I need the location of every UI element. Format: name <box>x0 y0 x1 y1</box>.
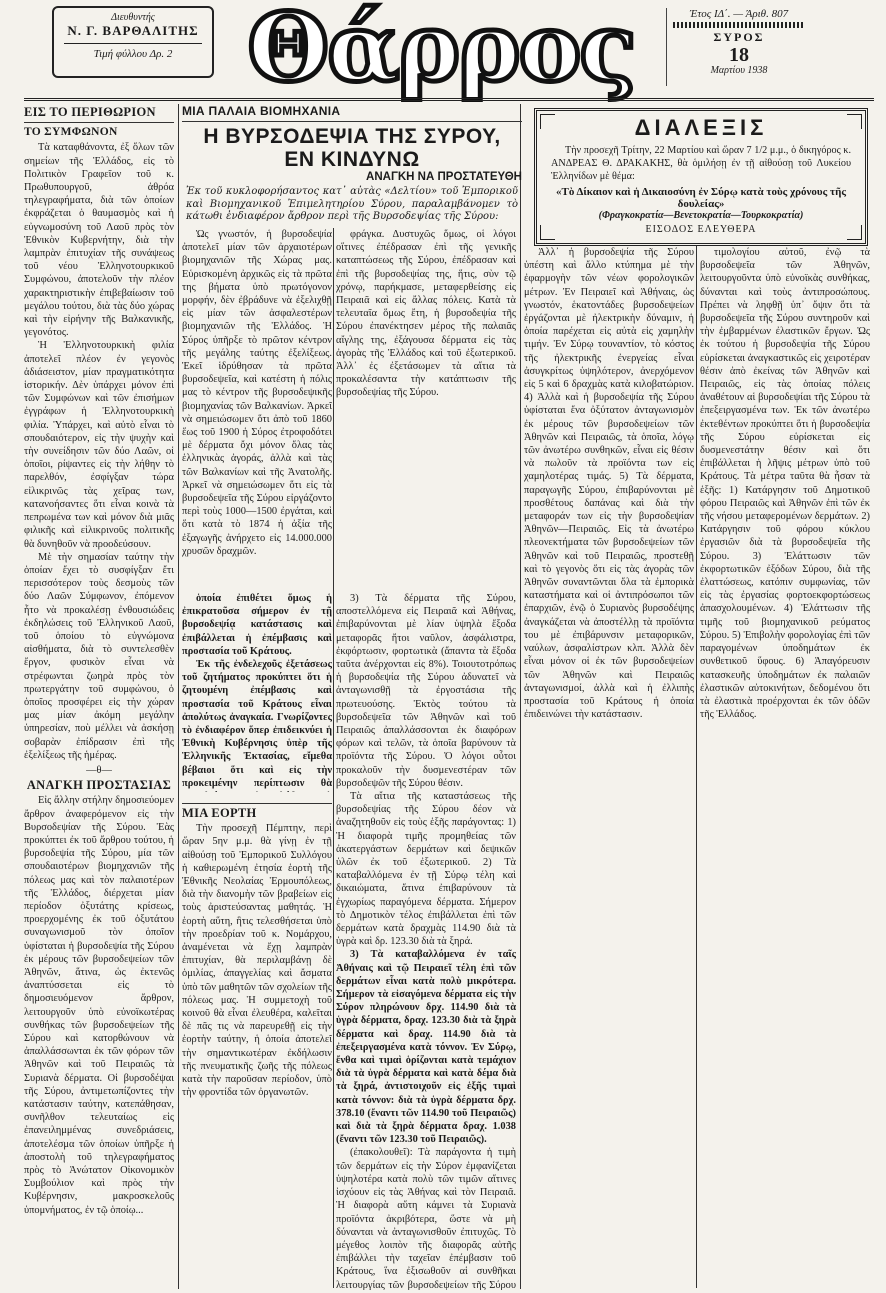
article-kicker: ΜΙΑ ΠΑΛΑΙΑ ΒΙΟΜΗΧΑΝΙΑ <box>182 104 341 118</box>
masthead-rule <box>24 98 874 101</box>
article-column <box>182 228 332 588</box>
lecture-entry: ΕΙΣΟΔΟΣ ΕΛΕΥΘΕΡΑ <box>645 224 757 236</box>
article-heading: ΜΙΑ ΕΟΡΤΗ <box>182 806 257 820</box>
heading-rule <box>182 803 332 804</box>
paragraph: Ἐκ τῆς ἐνδελεχοῦς ἐξετάσεως τοῦ ζητήματος προκύπτει ὅτι ἡ ζητουμένη ἐπέμβασις καὶ προστασία τοῦ Κράτους εἶναι ἀπολύτως ἀναγκαία. Γνωρίζοντες τὸ ἐνδιαφέρον ὅπερ ἐπιδεικνύει ἡ Ἐθνικὴ Κυβέρνησις ὑπὲρ τῆς Ἑλληνικῆς Ἐκτασίας, εἴμεθα βέβαιοι ὅτι καὶ εἰς τὴν προκειμένην περίπτωσιν θὰ <box>182 659 332 789</box>
article-intro: Ἐκ τοῦ κυκλοφορήσαντος κατ᾿ αὐτὰς «Δελτίου» τοῦ Ἐμπορικοῦ καὶ Βιομηχανικοῦ Ἐπιμελητηρίου Σύρου, παραλαμβάνομεν τὸ κάτωθι ἐνδιαφέρον ἄρθρον περὶ τῆς Βυρσοδεψίας τῆς Σύρου: <box>186 186 518 222</box>
masthead <box>0 0 886 103</box>
corner-ornament <box>847 225 862 240</box>
lecture-notice-box <box>534 108 868 246</box>
decorative-pattern <box>673 22 805 28</box>
lecture-subtitle: (Φραγκοκρατία—Βενετοκρατία—Τουρκοκρατία) <box>598 210 804 222</box>
corner-ornament <box>540 225 555 240</box>
article-column <box>182 800 332 1290</box>
column-margin <box>24 104 174 1289</box>
heading-rule <box>182 121 522 122</box>
paragraph: (ἐπακολουθεῖ): Τὰ παράγοντα ἡ τιμὴ τῶν δερμάτων εἰς τὴν Σύρον ἐμφανίζεται ὑψηλοτέρα κατὰ πολὺ τῶν τιμῶν αἵτινες ἰσχύουν εἰς τὰς Ἀθήνας καὶ τὸν Πειραιᾶ. Ἡ διαφορὰ αὕτη κάμνει τὰ Συριανὰ προϊόντα ἀκριβότερα, ὥστε νὰ μὴ δύνανται νὰ ἀνταγωνισθοῦν ἐπιτυχῶς. Τὸ μέγεθος λοιπὸν τῆς διαφορᾶς αὐτῆς ἐπιβάλλει τὴν ταχεῖαν ἐπέμβασιν τοῦ Κράτους, ἵνα ἐξισωθοῦν αἱ συνθῆκαι λειτουργίας τῶν βυρσοδεψείων τῆς Σύρου <box>336 1147 516 1290</box>
issue-number: Έτος ΙΔ΄. — Άριθ. 807 <box>689 8 789 20</box>
article-signature: —θ— <box>86 764 112 776</box>
paragraph: Τὰ αἴτια τῆς καταστάσεως τῆς βυρσοδεψίας τῆς Σύρου δέον νὰ ἀναζητηθοῦν εἰς τοὺς ἑξῆς παράγοντας: 1) Ἡ διαφορὰ τιμῆς προμηθείας τῶν ἀκατεργάστων δερμάτων καὶ δεψικῶν ὑλῶν ἐκ τοῦ ἐξωτερικοῦ. 2) Τὰ καταβαλλόμενα ἐν τῇ Σύρῳ τέλη καὶ δικαιώματα, ἅτινα ἐπιβαρύνουν τὰ ἐγχωρίως παραγόμενα δέρματα. Σήμερον τὸ Δημοτικὸν τέλος ἐπιβάλλεται ἐπὶ τῶν δερμάτων κατὰ δραχμὰς 114.90 διὰ τὰ ὑγρὰ καὶ δρ. 123.30 διὰ τὰ ξηρά. <box>336 791 516 948</box>
issue-place: ΣΥΡΟΣ <box>713 30 765 44</box>
paragraph: Εἰς ἄλλην στήλην δημοσιεύομεν ἄρθρον ἀναφερόμενον εἰς τὴν Βυρσοδεψίαν τῆς Σύρου. Ἐὰς προκύπτει ἐκ τοῦ ἄρθρου τούτου, ἡ βυρσοδεψία τῆς Σύρου, μία τῶν σπουδαιοτέρων βιομηχανιῶν τῆς πόλεως μας καὶ τὸν παλαιοτέρων τῆς Ἑλλάδος, διέρχεται μίαν περίοδον ὀξυτάτης κρίσεως, προερχομένης ἐκ τοῦ ὀξυτάτου συναγωνισμοῦ τὸν ὁποῖον ὑφίσταται ἡ βυρσοδεψία τῆς Σύρου ἐκ μέρους τῶν βυρσοδεψείων τῶν Ἀθηνῶν, ἅτινα, ὡς ἐκτενῶς ἀναπτύσσεται εἰς τὸ δημοσιευόμενον ἄρθρον, λειτουργοῦν ὑπὸ εὐνοϊκωτέρας συνθήκας τῶν βυρσοδεψείων τῆς Σύρου καὶ κατορθώνουν νὰ ἀπαλλάσσωνται ἐκ τῶν φόρων τῶν Ἀθηνῶν καὶ τοῦ Πειραιῶς τὰ Συριανὰ δέρματα. Οἱ βυρσοδέψαι τῆς Σύρου, ἀντιμετωπίζοντες τὴν κατάστασιν ταύτην, κατεπάθησαν, συνῆλθον τελευταίως εἰς ἐπανειλημμένας συνεδριάσεις, ἀποτελέσμα τῶν ὁποίων ὑπῆρξε ἡ ἀποστολὴ τοῦ τηλεγραφήματος πρὸς τὸ Ἀνώτατον Οἰκονομικὸν Συμβούλιον καὶ πρὸς τὴν Κυβέρνησιν, μακροσκελοῦς ὑπομνήματος, ἐν τῷ ὁποίῳ... <box>24 795 174 1216</box>
issue-info-box <box>666 8 811 86</box>
headline-line2: ΕΝ ΚΙΝΔΥΝΩ <box>284 148 420 171</box>
article-column <box>700 246 870 1286</box>
newspaper-title: Θάρρος <box>247 0 635 103</box>
director-name: Ν. Γ. ΒΑΡΘΑΛΙΤΗΣ <box>67 23 199 38</box>
column-divider <box>520 104 521 1289</box>
paragraph: Τὴν προσεχῆ Πέμπτην, περὶ ὥραν 5ην μ.μ. θὰ γίνῃ ἐν τῇ αἰθούσῃ τοῦ Ἐμπορικοῦ Συλλόγου ἡ καθιερωμένη ἐτησία ἑορτὴ τῆς Ἐθνικῆς Νεολαίας Ἑρμουπόλεως, διὰ τὴν διανομὴν τῶν βραβείων εἰς τοὺς ἀριστεύσαντας μαθητάς. Ἡ ἑορτὴ αὕτη, ἣτις τελεσθήσεται ὑπὸ τὴν προεδρίαν τοῦ κ. Νομάρχου, ἀναμένεται νὰ ἔχῃ λαμπρὰν ἐπιτυχίαν, θὰ περιλαμβάνῃ δὲ ὁμιλίας, ἀπαγγελίας καὶ ἄσματα ὑπὸ τῶν μαθητῶν τῶν σχολείων τῆς πόλεως μας. Ἡ συμμετοχὴ τοῦ κοινοῦ θὰ εἶναι ἐλευθέρα, καλεῖται δὲ πᾶς τις νὰ παρευρεθῇ εἰς τὴν ἑορτὴν ταύτην, ἡ ὁποία ἀποτελεῖ τὴν σημαντικωτέραν ἐκδήλωσιν τῆς πνευματικῆς ζωῆς τῆς πόλεως κατὰ τὴν παροῦσαν περίοδον, ὑπὸ τὴν φροντίδα τῶν ὀργανωτῶν. <box>182 823 332 1099</box>
column-divider <box>178 104 179 1289</box>
paragraph: φράγκα. Δυστυχῶς ὅμως, οἱ λόγοι οἵτινες ἐπέδρασαν ἐπὶ τῆς γενικῆς καταπτώσεως τῆς Σύρου, ἐπέδρασαν καὶ ἐπὶ τῆς βυρσοδεψίας της, ἥτις, σὺν τῷ χρόνῳ, παρήκμασε, μεταφερθείσης εἰς Πειραιᾶ καὶ εἰς ἄλλας πόλεις. Κατὰ τὰ τελευταῖα ὅμως ἔτη, ἡ βυρσοδεψία τῆς Σύρου ἐπανέκτησεν μέρος τῆς παλαιᾶς αἴγλης της, ἐξάγουσα δέρματα εἰς τὰς ἀγορὰς τῆς Ἑλλάδος καὶ τοῦ ἐξωτερικοῦ. Ἀλλ᾿ ἐς ἐξετάσωμεν τὰ αἴτια τὰ προκαλέσαντα τὴν κατάπτωσιν τῆς βυρσοδεψίας τῆς Σύρου. <box>336 229 516 399</box>
heading-rule <box>24 122 174 123</box>
issue-price: Τιμή φύλλου Δρ. 2 <box>93 48 173 60</box>
issue-month-year: Μαρτίου 1938 <box>710 65 768 76</box>
paragraph: 3) Τὰ καταβαλλόμενα ἐν ταῖς Ἀθήναις καὶ τῷ Πειραιεῖ τέλη ἐπὶ τῶν δερμάτων εἶναι κατὰ πολὺ μικρότερα. Σήμερον τὰ εἰσαγόμενα δέρματα εἰς τὴν Σύρον πληρώνουν δρχ. 114.90 διὰ τὰ ὑγρὰ δέρματα, δραχ. 123.30 διὰ τὰ ξηρὰ δέρματα καὶ δραχ. 114.90 διὰ τὰ ἐπεξειργασμένα κατὰ τόννον. Ἐν Σύρῳ, ἔνθα καὶ τιμαὶ ὁρίζονται κατὰ τεμάχιον διὰ τὰ ὑγρὰ δέρματα καὶ κατὰ δέμα διὰ τὰ ξηρά, ἀντιστοιχοῦν εἰς ἑξῆς τιμαὶ κατὰ τόννον: διὰ τὰ ὑγρὰ δέρματα δρχ. 378.10 (ἔναντι τῶν 114.90 τοῦ Πειραιῶς) καὶ διὰ τὰ ξηρὰ δέρματα δραχ. 1.038 (ἔναντι τῶν 123.30 τοῦ Πειραιῶς). <box>336 949 516 1146</box>
lecture-topic: «Τὸ Δίκαιον καὶ ἡ Δικαιοσύνη ἐν Σύρῳ κατὰ τοὺς χρόνους τῆς δουλείας» <box>556 186 846 211</box>
section-heading: ΕΙΣ ΤΟ ΠΕΡΙΘΩΡΙΟΝ <box>24 105 156 119</box>
lecture-text: Τὴν προσεχῆ Τρίτην, 22 Μαρτίου καὶ ὥραν 7 1/2 μ.μ., ὁ δικηγόρος κ. ΑΝΔΡΕΑΣ Θ. ΔΡΑΚΑΚΗΣ, θὰ ὁμιλήσῃ ἐν τῇ αἰθούσῃ τοῦ Λυκείου Ἑλληνίδων μὲ θέμα: <box>551 145 851 182</box>
headline-line1: Η ΒΥΡΣΟΔΕΨΙΑ ΤΗΣ ΣΥΡΟΥ, <box>203 125 501 148</box>
article-column <box>524 246 694 1286</box>
paragraph: τιμολογίου αὐτοῦ, ἐνῷ τὰ βυρσοδεψεῖα τῶν Ἀθηνῶν, λειτουργοῦντα ὑπὸ εὐνοϊκὰς συνθήκας, δύνανται καὶ τοὺς ἀντιπροσώπους. Πρέπει νὰ ληφθῇ ὑπ᾿ ὄψιν ὅτι τὰ βυρσοδεψεῖα τῆς Σύρου συντηροῦν καὶ τὴν ἐμβαρμένων ἐλαστικῶν ἔργων. Ὡς ἐκ τούτου ἡ βυρσοδεψία τῆς Σύρου εὑρίσκεται ἀναγκαστικῶς εἰς χειροτέραν θέσιν ἀπὸ ἐκείνας τῶν Ἀθηνῶν καὶ Πειραιῶς, εἰς τὰς ὁποίας πόλεις ἀναθέτουν αἱ βυρσοδεψίαι τῆς Σύρου τὰ ἐπεξειργασμένα των. Ἐκ τῶν ἀνωτέρω ἐκτεθέντων προκύπτει ὅτι ἡ βυρσοδεψία τῆς Σύρου εὑρίσκεται εἰς δυσμενεστάτην θέσιν καὶ ὅτι ἐπιβάλλεται ἡ λῆψις μέτρων ὑπὸ τοῦ Κράτους. Τὰ μέτρα ταῦτα θὰ ἦσαν τὰ ἑξῆς: 1) Κατάργησιν τοῦ Δημοτικοῦ φόρου Πειραιῶς καὶ Ἀθηνῶν ἐπὶ τῶν ἐκ τῆς νήσου μεταφερομένων δερμάτων. 2) Κατάργησιν τοῦ φόρου κύκλου ἐργασιῶν διὰ τὰ βυρσοδεψεῖα τῆς Σύρου. 3) Ἐλάττωσιν τῶν ἐκφορτωτικῶν ἐξόδων Σύρου, διὰ τῆς ἐλαττώσεως, κατόπιν συμφωνίας, τῶν εἰς τὰς ἐργασίας φορτοεκφορτώσεως ἀπασχολουμένων. 4) Ἐλάττωσιν τῆς τιμῆς τοῦ βιομηχανικοῦ ρεύματος Σύρου. 5) Ἐπιβολὴν φορολογίας ἐπὶ τῶν παραγομένων ὑποδημάτων ἐκ συνθετικοῦ ὕφους. 6) Ἀπαγόρευσιν κατασκευῆς ὑποδημάτων ἐκ παλαιῶν ἐλαστικῶν αὐτοκινήτων, δεδομένου ὅτι τὰ ἐλαστικὰ προέρχονται ἐκ τῶν ὁδῶν τῆς Ἑλλάδος. <box>700 247 870 721</box>
main-article-header <box>182 104 522 224</box>
article-column <box>336 790 516 1290</box>
article-subhead: ΑΝΑΓΚΗ ΝΑ ΠΡΟΣΤΑΤΕΥΘΗ <box>366 171 522 183</box>
issue-day: 18 <box>729 44 749 66</box>
column-divider <box>696 246 697 1288</box>
article-heading: ΤΟ ΣΥΜΦΩΝΟΝ <box>24 126 118 139</box>
paragraph: ὁποία ἐπιθέτει ὅμως ἡ ἐπικρατοῦσα σήμερον ἐν τῇ βυρσοδεψίᾳ κατάστασις καὶ ἐπιβάλλεται ἡ ἐπέμβασις καὶ προστασία τοῦ Κράτους. <box>182 593 332 657</box>
director-label: Διευθυντής <box>111 12 155 23</box>
paragraph: Ἀλλ᾿ ἡ βυρσοδεψία τῆς Σύρου ὑπέστη καὶ ἄλλο κτύπημα μὲ τὴν ἐφαρμογὴν τῶν νέων φορολογικῶν μέτρων. Ἐν Πειραιεῖ καὶ Ἀθήναις, ὡς γνωστόν, ἑκατοντάδες βυρσοδεψείων ἐργάζονται μὲ ἠλεκτρικὴν δύναμιν, ἡ ὁποία παρέχεται εἰς αὐτὰ εἰς χαμηλὴν τιμήν. Ἐν Σύρῳ τουναντίον, τὸ κόστος τῆς ἠλεκτρικῆς ἐνεργείας εἶναι ἀσυγκρίτως ὑψηλότερον, ἀνερχόμενον εἰς 5 καὶ 6 δραχμὰς κατὰ κιλοβατώριον. 4) Ἀλλὰ καὶ ἡ βυρσοδεψία τῆς Σύρου ὑφίσταται ἕνα ὀξύτατον ἀνταγωνισμὸν ἐκ μέρους τῶν βυρσοδεψείων τῶν Ἀθηνῶν καὶ Πειραιῶς, τὰ ὁποῖα, λόγῳ τῶν ἀνωτέρω συνθηκῶν, εἶναι εἰς θέσιν νὰ πωλοῦν τὰ προϊόντα των εἰς χαμηλοτέρας τιμάς. 5) Τὰ δέρματα, παραγωγῆς Σύρου, ἐπιβαρύνονται μὲ προσθέτους δαπάνας καὶ διὰ τὴν μεταφοράν των εἰς τὴν βυρσοδεψίαν Ἀθηνῶν—Πειραιῶς. Εἰς τὰ ἀνωτέρω πλεονεκτήματα τῶν βυρσοδεψείων τῶν Ἀθηνῶν καὶ τοῦ Πειραιῶς, προστεθῇ καὶ τὸ γεγονὸς ὅτι εἰς τὰς ἀγορὰς τῶν Ἀθηνῶν συναντῶνται ὅλα τὰ ἐμπορικὰ καταστήματα καὶ οἱ ἀντιπρόσωποι τῶν ἐπαρχιῶν, ἐνῷ ὁ Συριανὸς βυρσοδέψης ἀναγκάζεται νὰ ἀποστέλλῃ τὰ προϊόντα του μὲ ἐπιβάρυνσιν μεταφορικῶν, ναύλων, ἀσφαλίστρων κλπ. Ἀλλὰ δὲν εἶναι μόνον οἱ ἐκ τῶν βυρσοδεψείων τῶν Ἀθηνῶν καὶ Πειραιῶς ἀνταγωνισμοί, ἀλλὰ καὶ ἡ ἐλλιπὴς προστασία τοῦ Κράτους ἡ ὁποία ἐπιδεινώνει τὴν κατάστασιν. <box>524 247 694 721</box>
article-column <box>336 228 516 588</box>
paragraph: 3) Τὰ δέρματα τῆς Σύρου, αποστελλόμενα εἰς Πειραιᾶ καὶ Ἀθήνας, ἐπιβαρύνονται μὲ λίαν ὑψηλὰ ἔξοδα μεταφορᾶς ἤτοι ναῦλον, ἀσφάλιστρα, ἐκφόρτωσιν, φορτωτικὰ (ἅπαντα τὰ ἔξοδα ταῦτα ἀνέρχονται εἰς 8%). Τοιουτοτρόπως ἡ βυρσοδεψία τῆς Σύρου ἀδυνατεῖ νὰ ἀνταγωνισθῇ τὰ ἐργοστάσια τῆς πρωτευούσης. Ἐκτὸς τούτου τὰ βυρσοδεψεῖα τῶν Ἀθηνῶν καὶ τοῦ Πειραιῶς ἀπαλλάσσονται ἐκ διαφόρων φόρων καὶ τελῶν, τὰ ὁποῖα βαρύνουν τὰ προϊόντα τῆς Σύρου. Ὁ λόγοι οὗτοι προκαλοῦν τὴν δυσμενεστέραν τῶν βυρσοδεψῶν τῆς Σύρου θέσιν. <box>336 593 516 789</box>
corner-ornament <box>540 114 555 129</box>
article-column <box>336 592 516 792</box>
director-box <box>52 6 214 78</box>
article-column <box>182 592 332 792</box>
director-rule <box>64 43 202 44</box>
article-heading: ΑΝΑΓΚΗ ΠΡΟΣΤΑΣΙΑΣ <box>26 778 172 793</box>
corner-ornament <box>847 114 862 129</box>
paragraph: Τὰ καταφθάνοντα, ἐξ ὅλων τῶν σημείων τῆς Ἑλλάδος, εἰς τὸ Πολιτικὸν Γραφεῖον τοῦ κ. Πρωθυπουργοῦ, ἀθρόα τηλεγραφήματα, διὰ τῶν ὁποίων ἐκφράζεται ὁ θαυμασμὸς καὶ ἡ εὐγνωμοσύνη τοῦ Λαοῦ πρὸς τὸν Ἐθνικὸν Κυβερνήτην, διὰ τὴν λαμπρὰν ἐπιτυχίαν τῆς συνάψεως τοῦ νέου Ἑλληνοτουρκικοῦ Συμφώνου, ἀποτελοῦν τὴν πλέον χαρακτηριστικὴν ἐπιβεβαίωσιν τοῦ μεγάλου τούτου, διὰ τὰς δύο χώρας καὶ τὴν εἰρήνην τῆς Βαλκανικῆς, γεγονότος. <box>24 142 174 339</box>
paragraph: Ἡ Ἑλληνοτουρκικὴ φιλία ἀποτελεῖ πλέον ἐν γεγονὸς ἀδιάσειστον, μίαν πραγματικότητα ἱστορικήν. Δὲν ὑπάρχει μόνον ἐπὶ τῶν Συμφώνων καὶ τῶν ἐπισήμων ἐγγράφων ἡ Ἑλληνοτουρκικὴ φιλία. Ὑπάρχει, καὶ αὐτὸ εἶναι τὸ σπουδαιότερον, εἰς τὴν ψυχὴν καὶ τὴν συνείδησιν τῶν δύο Λαῶν, οἱ ὁποῖοι, ρίψαντες εἰς τὴν λήθην τὸ παρελθόν, ἐσφίγξαν τώρα εἰλικρινῶς τὰς χεῖρας των, κατανοήσαντες ὅτι εἶναι κοινὰ τὰ πεπρωμένα των καὶ μόνον διὰ μιᾶς φιλικῆς καὶ εἰλικρινοῦς πολιτικῆς θὰ δυνηθοῦν νὰ προοδεύσουν. <box>24 340 174 550</box>
lecture-heading: ΔΙΑΛΕΞΙΣ <box>634 115 768 140</box>
column-divider <box>333 228 334 1288</box>
paragraph: Μὲ τὴν σημασίαν ταύτην τὴν ὁποίαν ἔχει τὸ συσφίγξαν ἔτι περισσότερον τοὺς δεσμοὺς τῶν δύο Λαῶν Σύμφωνον, ἐπόμενον ἦτο νὰ προκαλέσῃ ἐνθουσιώδεις ἐκδηλώσεις τοῦ Ἑλληνικοῦ Λαοῦ, τοῦ ὁποίου τὸ εὐγνώμονα αἰσθήματα, διὰ τὸ συντελεσθὲν ἔργον, φυσικὸν εἶναι νὰ στρέφωνται ζωηρὰ πρὸς τὸν πρωτεργάτην τοῦ συμφώνου, ὁ ὁποῖος προσφέρει εἰς τὴν χώραν μας μίαν ἀκόμη μεγάλην ὑπηρεσίαν, ποὺ μέλλει νὰ ἀσκήσῃ σοβαρὰν ἐπίδρασιν ἐπὶ τῆς ἐξελίξεως τῆς ἡμέρας. <box>24 551 174 761</box>
paragraph: Ὡς γνωστόν, ἡ βυρσοδεψία ἀποτελεῖ μίαν τῶν ἀρχαιοτέρων βιομηχανιῶν τῆς Χώρας μας. Εὑρισκομένη ἀρχικῶς εἰς τὰ πρῶτα της βήματα ὑπὸ πρωτόγονον μορφήν, δὲν ἐβράδυνε νὰ ἐξελιχθῇ εἰς μίαν τῶν ἀσφαλεστέρων βιομηχανιῶν τῆς Ἑλλάδος. Ἡ Σύρος ὑπῆρξε τὸ πρῶτον κέντρον τῆς μεγάλης ταύτης ἐξελίξεως. Ἐκεῖ ἱδρύθησαν τὰ πρῶτα βυρσοδεψεῖα, καὶ κατέστη ἡ πόλις μας τὸ κέντρον τῆς βυρσοδεψικῆς βιομηχανίας τῶν Βαλκανίων. Ἀρκεῖ νὰ σημειώσωμεν ὅτι ἀπὸ τοῦ 1860 ἕως τοῦ 1900 ἡ Σύρος ἐτροφοδότει μὲ δέρματα ὄχι μόνον ὅλας τὰς ἑλληνικὰς ἀγοράς, ἀλλὰ καὶ τὰς τῶν Βαλκανίων καὶ τῆς Ἀνατολῆς. Ἀρκεῖ νὰ σημειώσωμεν ὅτι εἰς τὰ βυρσοδεψεῖα τῆς Σύρου εἰργάζοντο περὶ τοὺς 1000—1500 ἐργάται, καὶ ὅτι κατὰ τὸ 1874 ἡ ἀξία τῆς ἐξαγωγῆς ἀνήρχετο εἰς 14.000.000 χρυσῶν δραχμῶν. <box>182 229 332 557</box>
